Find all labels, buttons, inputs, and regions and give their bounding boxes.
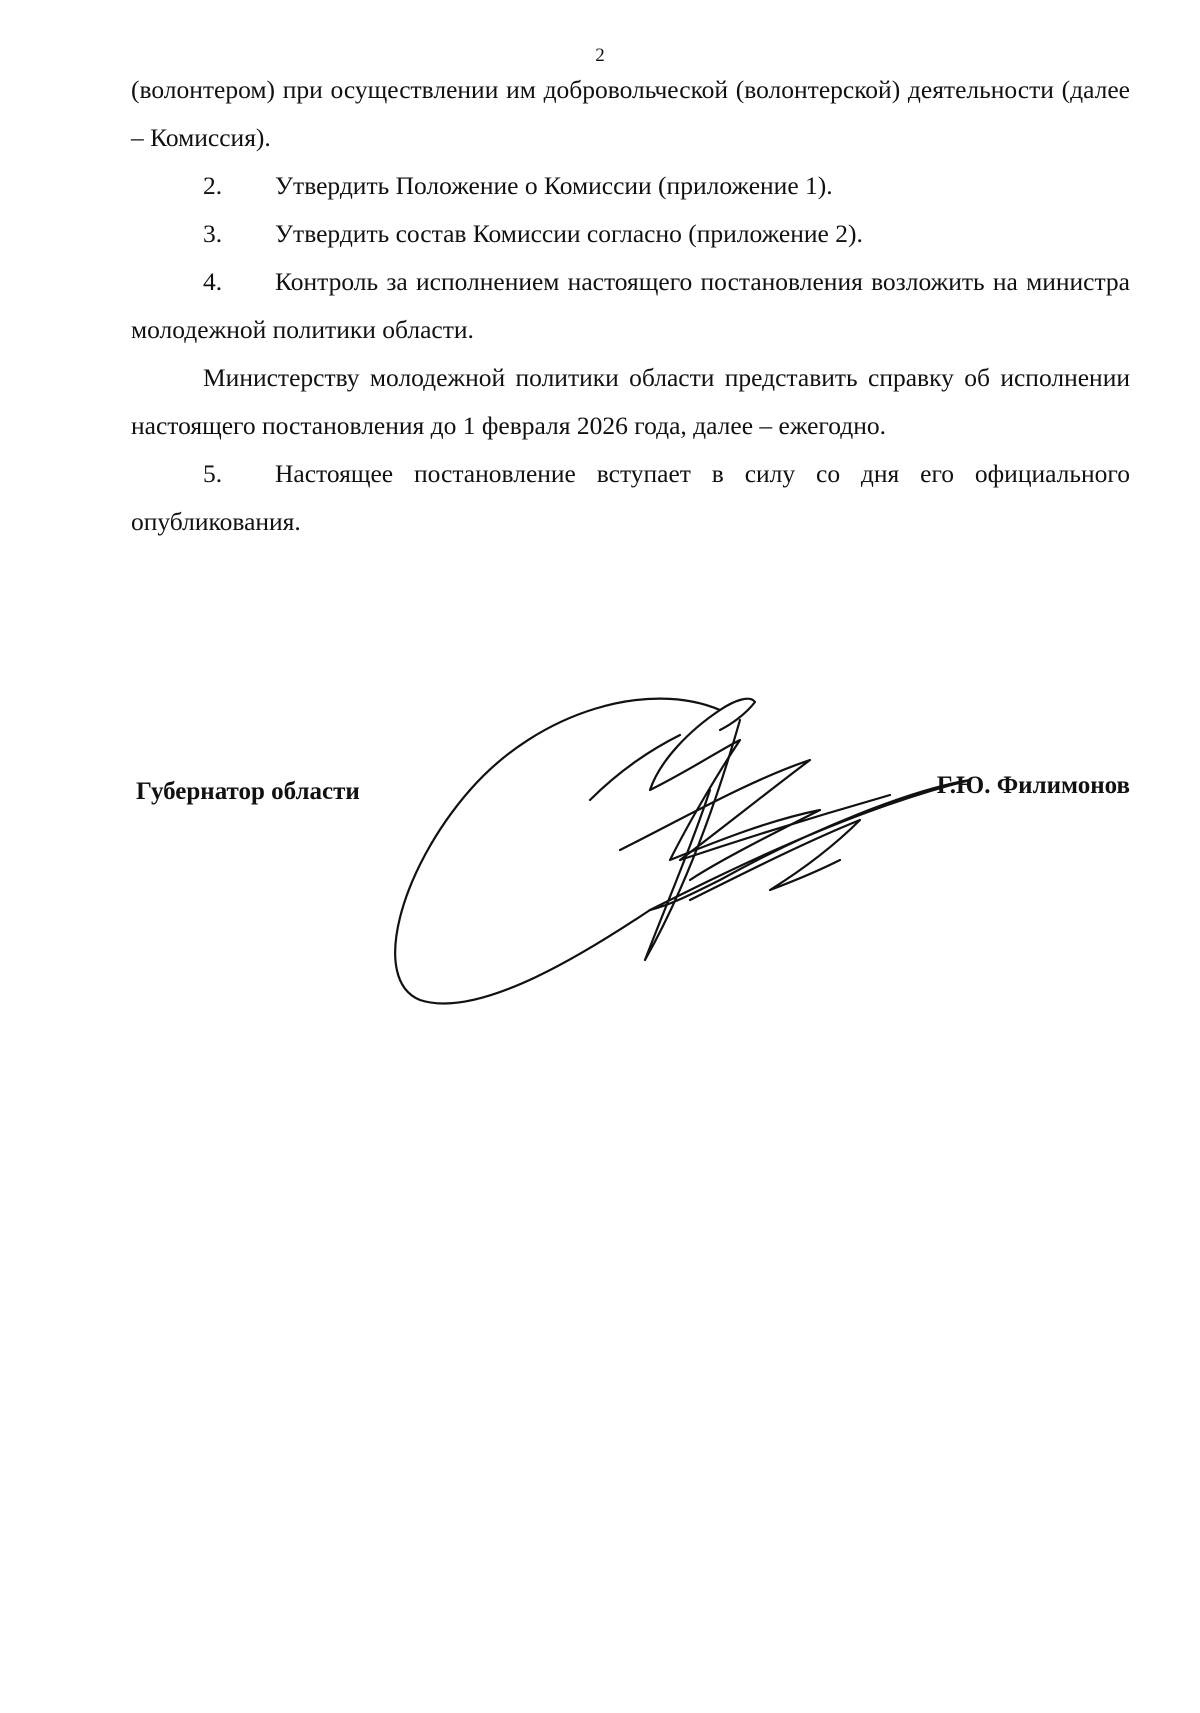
paragraph-text: Утвердить состав Комиссии согласно (приложение 2). xyxy=(275,219,863,248)
signatory-position: Губернатор области xyxy=(136,778,360,805)
item-number: 4. xyxy=(203,267,223,296)
signatory-name: Г.Ю. Филимонов xyxy=(936,772,1130,799)
item-number: 5. xyxy=(203,459,223,488)
paragraph-text: Утвердить Положение о Комиссии (приложение 1). xyxy=(275,171,833,200)
handwritten-signature xyxy=(390,680,980,1020)
paragraph-text: Министерству молодежной политики области представить справку об исполнении настоящего постановления до 1 февраля 2026 года, далее – ежегодно. xyxy=(131,363,1130,440)
page-number: 2 xyxy=(595,45,605,66)
item-number: 3. xyxy=(203,219,223,248)
paragraph-text: Контроль за исполнением настоящего постановления возложить на министра молодежной политики области. xyxy=(131,267,1130,344)
item-number: 2. xyxy=(203,171,223,200)
paragraph-text: (волонтером) при осуществлении им добровольческой (волонтерской) деятельности (далее – Комиссия). xyxy=(131,75,1130,152)
paragraph-text: Настоящее постановление вступает в силу со дня его официального опубликования. xyxy=(131,459,1130,536)
